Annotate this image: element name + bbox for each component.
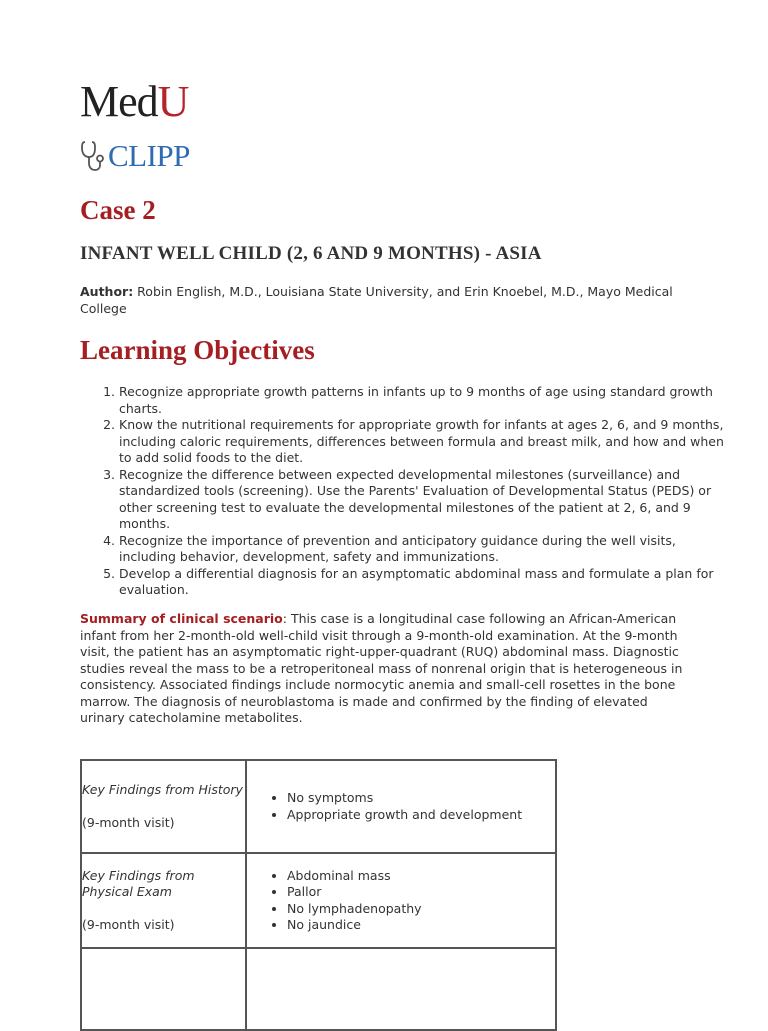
findings-visit: (9-month visit) (82, 916, 175, 932)
author-label: Author: (80, 284, 134, 299)
list-item: • Appropriate growth and development (287, 807, 555, 824)
author-line (80, 284, 700, 317)
findings-title: Key Findings from History (82, 782, 243, 797)
table-row (81, 760, 556, 853)
findings-list (247, 790, 555, 823)
author-text: Robin English, M.D., Louisiana State University, and Erin Knoebel, M.D., Mayo Medical College (80, 284, 673, 316)
case-title: INFANT WELL CHILD (2, 6 AND 9 MONTHS) - ASIA (80, 243, 542, 264)
objective-item: 1. Recognize appropriate growth patterns in infants up to 9 months of age using standard growth charts. (119, 384, 734, 417)
learning-objectives-heading: Learning Objectives (80, 335, 315, 365)
objective-item: 2. Know the nutritional requirements for appropriate growth for infants at ages 2, 6, and 9 months, including caloric requirements, differences between formula and breast milk, and how and when to add solid foods to the diet. (119, 417, 734, 467)
findings-list-cell (246, 853, 556, 948)
findings-list-cell (246, 760, 556, 853)
objective-item: 5. Develop a differential diagnosis for an asymptomatic abdominal mass and formulate a plan for evaluation. (119, 566, 734, 599)
findings-list-cell (246, 948, 556, 1030)
summary-colon: : (282, 611, 287, 626)
findings-list (247, 868, 555, 934)
list-item: • No symptoms (287, 790, 555, 807)
findings-label-cell (81, 853, 246, 948)
objective-item: 4. Recognize the importance of prevention and anticipatory guidance during the well visits, including behavior, development, safety and immunizations. (119, 533, 734, 566)
stethoscope-icon (80, 139, 106, 173)
clinical-summary (80, 611, 695, 727)
findings-label-cell (81, 760, 246, 853)
table-row (81, 853, 556, 948)
case-number: Case 2 (80, 195, 156, 225)
findings-visit: (9-month visit) (82, 814, 175, 830)
medu-logo-suffix: U (157, 77, 189, 126)
findings-title: Key Findings from Physical Exam (82, 867, 195, 900)
key-findings-table (80, 759, 557, 1031)
findings-label-cell (81, 948, 246, 1030)
summary-text: This case is a longitudinal case following an African-American infant from her 2-month-old well-child visit through a 9-month-old examination. At the 9-month visit, the patient has an asymptomatic right-upper-quadrant (RUQ) abdominal mass. Diagnostic studies reveal the mass to be a retroperitoneal mass of nonrenal origin that is heterogeneous in consistency. Associated findings include normocytic anemia and small-cell rosettes in the bone marrow. The diagnosis of neuroblastoma is made and confirmed by the finding of elevated urinary catecholamine metabolites. (80, 611, 683, 725)
list-item: • Pallor (287, 884, 555, 901)
summary-label: Summary of clinical scenario (80, 611, 283, 626)
list-item: • No lymphadenopathy (287, 901, 555, 918)
list-item: • Abdominal mass (287, 868, 555, 885)
medu-logo-prefix: Med (80, 77, 158, 126)
clipp-logo-text: CLIPP (108, 138, 190, 173)
objective-item: 3. Recognize the difference between expected developmental milestones (surveillance) and standardized tools (screening). Use the Parents' Evaluation of Developmental Status (PEDS) or other screening test to evaluate the developmental milestones of the patient at 2, 6, and 9 months. (119, 467, 734, 533)
clipp-logo (80, 136, 190, 176)
objectives-list (80, 384, 734, 599)
medu-logo (80, 78, 188, 126)
table-row (81, 948, 556, 1030)
list-item: • No jaundice (287, 917, 555, 934)
